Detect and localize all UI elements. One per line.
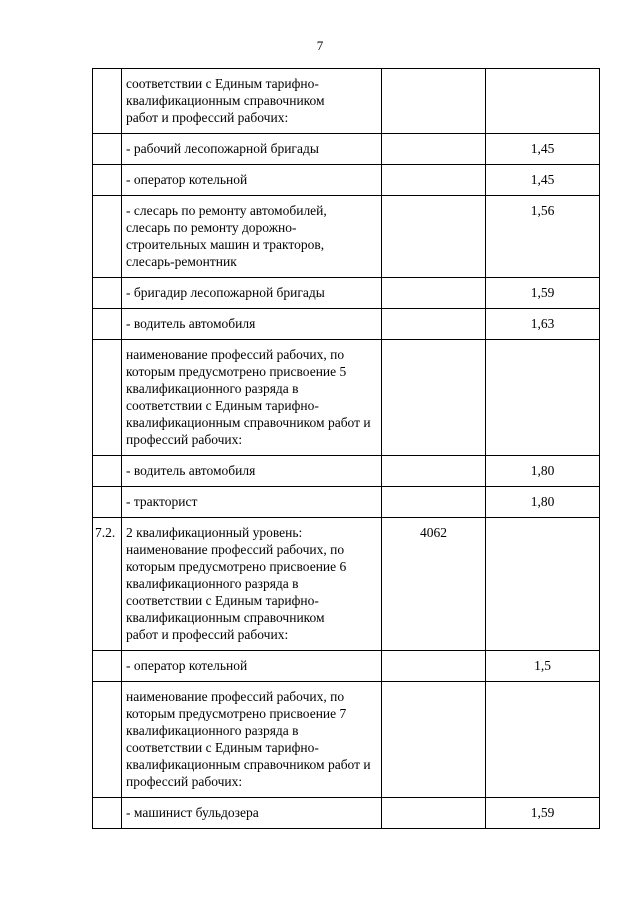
salary-cell: [382, 165, 486, 196]
coefficient-cell: 1,59: [486, 798, 600, 829]
row-number-cell: [93, 278, 122, 309]
salary-cell: [382, 456, 486, 487]
table-row: [93, 651, 600, 682]
profession-text: - водитель автомобиля: [126, 463, 256, 478]
salary-cell: [382, 309, 486, 340]
profession-text: - тракторист: [126, 494, 198, 509]
profession-cell: [122, 456, 382, 487]
profession-cell: [122, 165, 382, 196]
row-number-cell: [93, 134, 122, 165]
coefficient-cell: 1,56: [486, 196, 600, 278]
table-row: [93, 196, 600, 278]
profession-text: 2 квалификационный уровень: наименование профессий рабочих, по которым предусмотрено присвоение 6 квалификационного разряда в соответствии с Единым тарифно-квалификационным справочником работ и профессий рабочих:: [126, 525, 347, 642]
profession-cell: [122, 651, 382, 682]
coefficient-cell: 1,5: [486, 651, 600, 682]
coefficient-cell: [486, 69, 600, 134]
profession-cell: [122, 518, 382, 651]
profession-text: соответствии с Единым тарифно-квалификационным справочником работ и профессий рабочих:: [126, 76, 325, 125]
coefficient-cell: [486, 682, 600, 798]
coefficient-cell: 1,80: [486, 456, 600, 487]
row-number-cell: [93, 798, 122, 829]
profession-text: - слесарь по ремонту автомобилей, слесарь по ремонту дорожно-строительных машин и тракторов, слесарь-ремонтник: [126, 203, 327, 269]
coefficient-cell: [486, 340, 600, 456]
profession-text: - машинист бульдозера: [126, 805, 259, 820]
profession-text: - бригадир лесопожарной бригады: [126, 285, 325, 300]
profession-cell: [122, 69, 382, 134]
table-row: [93, 798, 600, 829]
profession-text: - оператор котельной: [126, 658, 248, 673]
coefficient-cell: [486, 518, 600, 651]
table-row: [93, 487, 600, 518]
profession-text: наименование профессий рабочих, по которым предусмотрено присвоение 7 квалификационного разряда в соответствии с Единым тарифно-квалификационным справочником работ и профессий рабочих:: [126, 689, 371, 789]
row-number-cell: [93, 309, 122, 340]
table-row: [93, 278, 600, 309]
salary-cell: [382, 278, 486, 309]
profession-cell: [122, 278, 382, 309]
table-row: [93, 309, 600, 340]
page-number: 7: [316, 38, 324, 53]
row-number-cell: [93, 682, 122, 798]
profession-cell: [122, 134, 382, 165]
table-row: [93, 340, 600, 456]
table-row: [93, 69, 600, 134]
table-row: [93, 456, 600, 487]
coefficient-cell: 1,59: [486, 278, 600, 309]
profession-cell: [122, 798, 382, 829]
row-number-cell: [93, 340, 122, 456]
salary-cell: [382, 134, 486, 165]
row-number-cell: [93, 651, 122, 682]
profession-text: - рабочий лесопожарной бригады: [126, 141, 319, 156]
profession-cell: [122, 196, 382, 278]
row-number-cell: [93, 69, 122, 134]
profession-cell: [122, 682, 382, 798]
row-number-cell: [93, 487, 122, 518]
salary-cell: [382, 682, 486, 798]
row-number-cell: [93, 456, 122, 487]
profession-cell: [122, 487, 382, 518]
profession-text: наименование профессий рабочих, по которым предусмотрено присвоение 5 квалификационного разряда в соответствии с Единым тарифно-квалификационным справочником работ и профессий рабочих:: [126, 347, 371, 447]
coefficient-cell: 1,45: [486, 134, 600, 165]
salary-cell: 4062: [382, 518, 486, 651]
table-row: [93, 682, 600, 798]
profession-text: - водитель автомобиля: [126, 316, 256, 331]
salary-cell: [382, 651, 486, 682]
coefficient-cell: 1,63: [486, 309, 600, 340]
salary-cell: [382, 196, 486, 278]
coefficient-cell: 1,45: [486, 165, 600, 196]
salary-cell: [382, 798, 486, 829]
table-row: [93, 165, 600, 196]
row-number-cell: [93, 196, 122, 278]
row-number-cell: 7.2.: [93, 518, 122, 651]
table-row: [93, 134, 600, 165]
table-row: [93, 518, 600, 651]
qualification-table: [92, 68, 600, 829]
profession-cell: [122, 309, 382, 340]
profession-cell: [122, 340, 382, 456]
coefficient-cell: 1,80: [486, 487, 600, 518]
salary-cell: [382, 69, 486, 134]
row-number-cell: [93, 165, 122, 196]
profession-text: - оператор котельной: [126, 172, 248, 187]
salary-cell: [382, 340, 486, 456]
salary-cell: [382, 487, 486, 518]
